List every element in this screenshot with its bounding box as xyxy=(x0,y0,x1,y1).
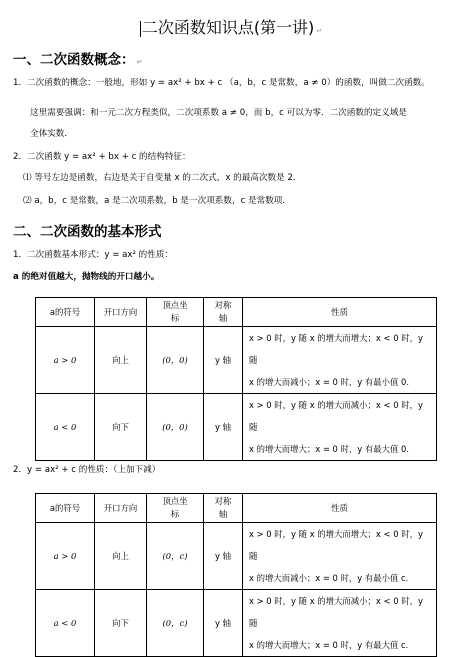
cell-vertex: (0，c) xyxy=(147,523,204,590)
cell-opening: 向下 xyxy=(95,590,147,657)
structure-title: 2．二次函数 y = ax² + bx + c 的结构特征： xyxy=(13,152,191,162)
form1-note: a 的绝对值越大，抛物线的开口越小。 xyxy=(13,272,160,282)
header-sign: a的符号 xyxy=(36,298,95,327)
cell-vertex: (0，0) xyxy=(147,394,204,461)
cell-property: x > 0 时，y 随 x 的增大而增大；x < 0 时，y 随 x 的增大而减小；x = 0 时，y 有最小值 c． xyxy=(243,523,437,590)
concept-line-1: 1．二次函数的概念：一般地，形如 y = ax² + bx + c （a，b，c 是常数，a ≠ 0）的函数，叫做二次函数。 xyxy=(13,78,430,88)
cell-opening: 向上 xyxy=(95,523,147,590)
table-header-row xyxy=(36,494,437,523)
cell-sign: a > 0 xyxy=(36,327,95,394)
cell-axis: y 轴 xyxy=(204,327,243,394)
cell-property: x > 0 时，y 随 x 的增大而减小；x < 0 时，y 随 x 的增大而增大；x = 0 时，y 有最大值 0． xyxy=(243,394,437,461)
header-sign: a的符号 xyxy=(36,494,95,523)
properties-table-1 xyxy=(35,297,437,461)
cell-opening: 向上 xyxy=(95,327,147,394)
cell-sign: a < 0 xyxy=(36,590,95,657)
form2-title: 2．y = ax² + c 的性质：（上加下减） xyxy=(13,465,161,475)
cell-axis: y 轴 xyxy=(204,590,243,657)
header-vertex: 顶点坐 标 xyxy=(147,494,204,523)
cell-property: x > 0 时，y 随 x 的增大而增大；x < 0 时，y 随 x 的增大而减小；x = 0 时，y 有最小值 0． xyxy=(243,327,437,394)
cell-opening: 向下 xyxy=(95,394,147,461)
header-opening: 开口方向 xyxy=(95,298,147,327)
structure-item-1: ⑴ 等号左边是函数，右边是关于自变量 x 的二次式，x 的最高次数是 2． xyxy=(23,173,302,183)
table-header-row xyxy=(36,298,437,327)
table-row xyxy=(36,394,437,461)
cell-vertex: (0，0) xyxy=(147,327,204,394)
concept-line-3: 全体实数． xyxy=(30,129,73,139)
header-opening: 开口方向 xyxy=(95,494,147,523)
properties-table-2 xyxy=(35,493,437,657)
header-axis: 对称 轴 xyxy=(204,494,243,523)
table-row xyxy=(36,590,437,657)
structure-item-2: ⑵ a，b，c 是常数，a 是二次项系数，b 是一次项系数，c 是常数项． xyxy=(23,196,291,206)
cell-sign: a > 0 xyxy=(36,523,95,590)
cell-sign: a < 0 xyxy=(36,394,95,461)
form1-title: 1．二次函数基本形式：y = ax² 的性质： xyxy=(13,250,174,260)
section2-heading: 二、二次函数的基本形式 xyxy=(13,224,162,240)
cell-axis: y 轴 xyxy=(204,523,243,590)
header-axis: 对称 轴 xyxy=(204,298,243,327)
header-property: 性质 xyxy=(243,494,437,523)
document-title[interactable]: 二次函数知识点(第一讲) ↵ xyxy=(141,18,323,37)
cell-property: x > 0 时，y 随 x 的增大而减小；x < 0 时，y 随 x 的增大而增大；x = 0 时，y 有最大值 c． xyxy=(243,590,437,657)
table-row xyxy=(36,327,437,394)
section1-heading: 一、二次函数概念： ↵ xyxy=(13,52,143,68)
cell-vertex: (0，c) xyxy=(147,590,204,657)
header-property: 性质 xyxy=(243,298,437,327)
table-row xyxy=(36,523,437,590)
cell-axis: y 轴 xyxy=(204,394,243,461)
header-vertex: 顶点坐 标 xyxy=(147,298,204,327)
concept-line-2: 这里需要强调：和一元二次方程类似，二次项系数 a ≠ 0，而 b，c 可以为零．二次函数的定义域是 xyxy=(30,108,407,118)
text-cursor xyxy=(140,21,141,37)
